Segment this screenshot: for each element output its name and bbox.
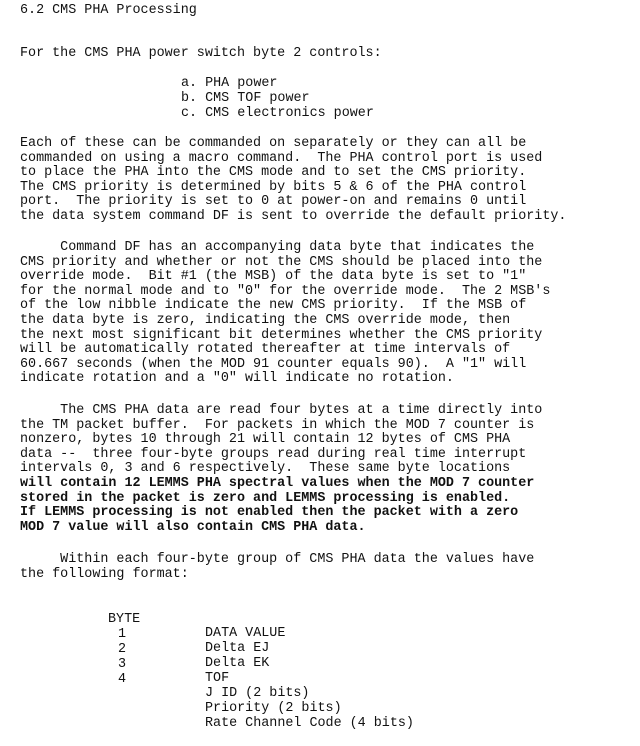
paragraph-line: the data system command DF is sent to override the default priority.	[20, 208, 567, 224]
paragraph-line: intervals 0, 3 and 6 respectively. These same byte locations	[20, 461, 511, 477]
paragraph-format-intro	[20, 553, 534, 582]
paragraph-line: the TM packet buffer. For packets in which the MOD 7 counter is	[20, 417, 535, 433]
section-heading: 6.2 CMS PHA Processing	[20, 3, 197, 18]
table-cell-value: Rate Channel Code (4 bits)	[205, 716, 414, 732]
paragraph-line-bold: If LEMMS processing is not enabled then the packet with a zero	[20, 505, 519, 521]
paragraph-line: commanded on using a macro command. The PHA control port is used	[20, 150, 543, 166]
column-header-data-value: DATA VALUE	[205, 626, 286, 642]
list-item-cms-tof-power: b. CMS TOF power	[181, 91, 310, 106]
paragraph-line: Each of these can be commanded on separately or they can all be	[20, 136, 527, 151]
table-cell-byte: 2	[118, 641, 127, 657]
table-cell-value: TOF	[205, 671, 230, 687]
paragraph-commanding	[20, 137, 566, 225]
paragraph-line: The CMS priority is determined by bits 5 & 6 of the PHA control	[20, 179, 527, 195]
paragraph-pha-data	[20, 404, 542, 535]
paragraph-line: The CMS PHA data are read four bytes at a time directly into	[20, 403, 543, 418]
paragraph-line: will be automatically rotated thereafter at time intervals of	[20, 342, 511, 358]
intro-sentence: For the CMS PHA power switch byte 2 controls:	[20, 46, 382, 61]
paragraph-line: of the low nibble indicate the new CMS priority. If the MSB of	[20, 298, 527, 314]
paragraph-line: nonzero, bytes 10 through 21 will contain 12 bytes of CMS PHA	[20, 432, 511, 448]
paragraph-line: port. The priority is set to 0 at power-on and remains 0 until	[20, 194, 527, 210]
paragraph-line: CMS priority and whether or not the CMS should be placed into the	[20, 254, 543, 270]
table-cell-value: Delta EJ	[205, 641, 270, 657]
paragraph-line: 60.667 seconds (when the MOD 91 counter equals 90). A "1" will	[20, 356, 527, 372]
paragraph-line-bold: stored in the packet is zero and LEMMS processing is enabled.	[20, 490, 511, 506]
paragraph-line: to place the PHA into the CMS mode and to set the CMS priority.	[20, 165, 527, 181]
table-cell-value: J ID (2 bits)	[205, 686, 310, 702]
paragraph-command-df	[20, 241, 550, 387]
paragraph-line-bold: MOD 7 value will also contain CMS PHA data.	[20, 519, 366, 535]
paragraph-line: override mode. Bit #1 (the MSB) of the data byte is set to "1"	[20, 269, 527, 285]
list-item-pha-power: a. PHA power	[181, 76, 278, 91]
paragraph-line: for the normal mode and to "0" for the override mode. The 2 MSB's	[20, 283, 551, 299]
column-header-byte: BYTE	[108, 611, 141, 627]
paragraph-line: data -- three four-byte groups read during real time interrupt	[20, 446, 527, 462]
paragraph-line-bold: will contain 12 LEMMS PHA spectral values when the MOD 7 counter	[20, 475, 535, 491]
list-item-cms-electronics-power: c. CMS electronics power	[181, 106, 374, 121]
paragraph-line: indicate rotation and a "0" will indicate no rotation.	[20, 371, 454, 387]
table-cell-byte: 1	[118, 626, 127, 642]
paragraph-line: the next most significant bit determines whether the CMS priority	[20, 327, 543, 343]
table-cell-value: Delta EK	[205, 656, 270, 672]
table-cell-byte: 4	[118, 671, 127, 687]
paragraph-line: the data byte is zero, indicating the CMS override mode, then	[20, 312, 511, 328]
paragraph-line: Within each four-byte group of CMS PHA data the values have	[20, 552, 535, 567]
paragraph-line: the following format:	[20, 566, 189, 582]
table-cell-byte: 3	[118, 656, 127, 672]
table-cell-value: Priority (2 bits)	[205, 701, 342, 717]
table-row	[0, 688, 640, 746]
paragraph-line: Command DF has an accompanying data byte that indicates the	[20, 240, 535, 255]
